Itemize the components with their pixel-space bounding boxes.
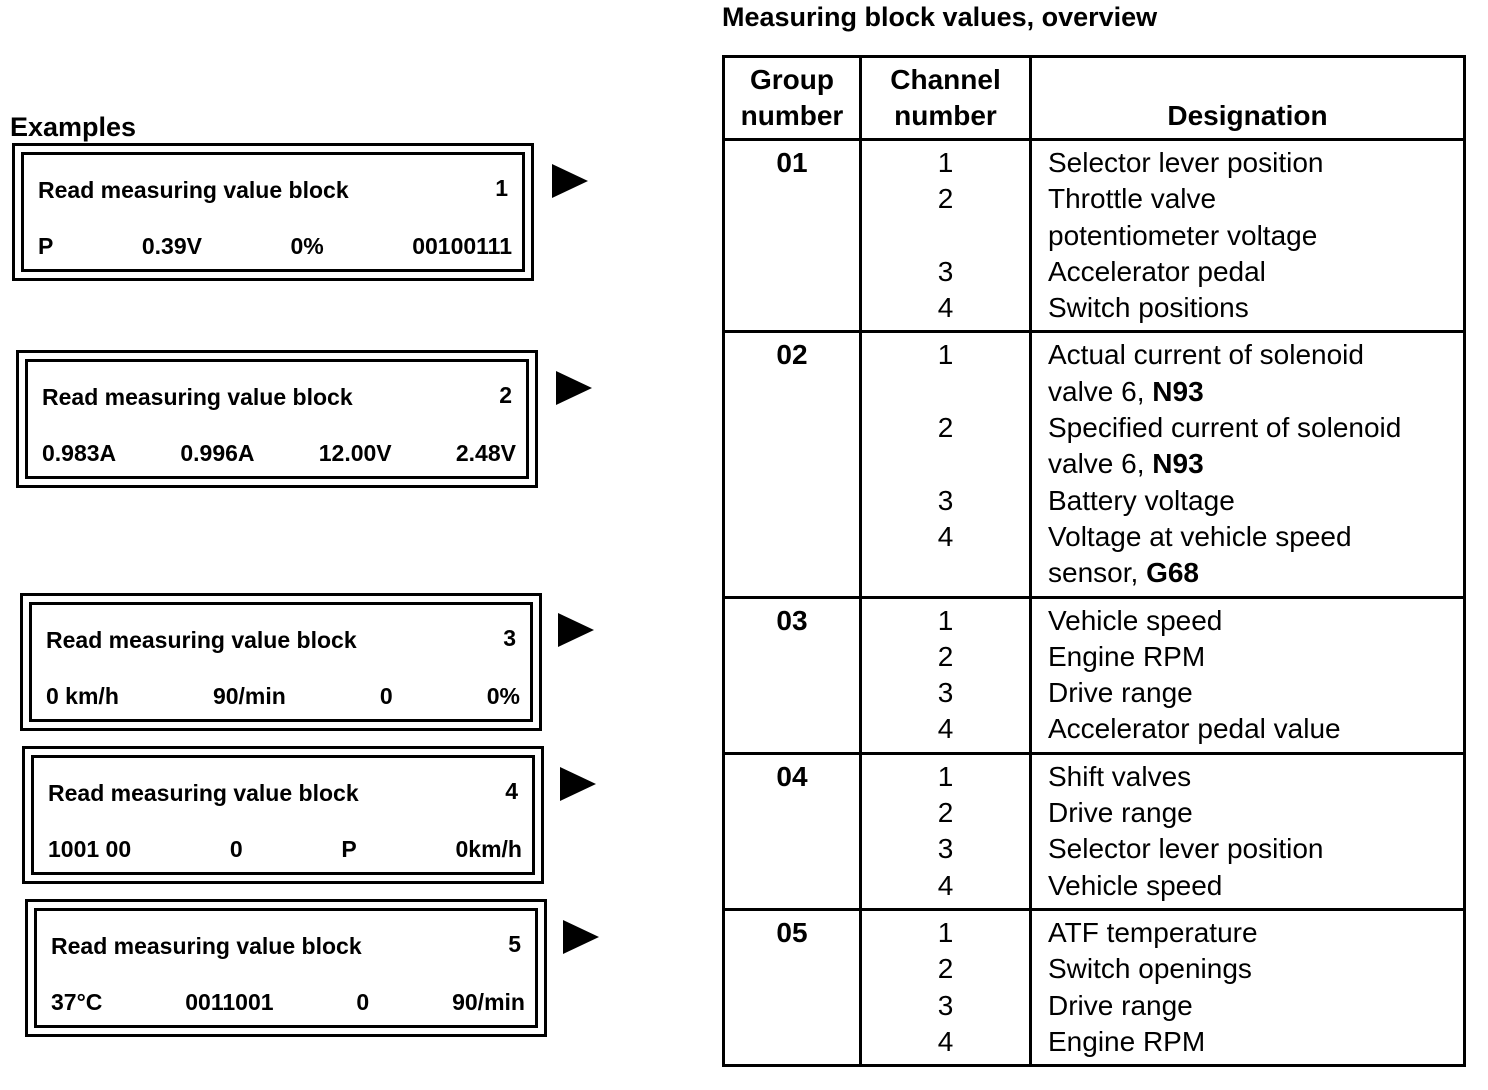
header-group-number bbox=[724, 57, 861, 140]
designation-line: Selector lever position bbox=[1048, 833, 1324, 865]
value-block-inner bbox=[34, 908, 538, 1028]
channel-number: 1 bbox=[937, 339, 954, 371]
block-number: 4 bbox=[505, 778, 518, 804]
designation-text: valve 6, bbox=[1048, 375, 1153, 407]
designation-line: Specified current of solenoid bbox=[1048, 412, 1402, 444]
block-value: P bbox=[341, 836, 357, 862]
header-channel-number bbox=[861, 57, 1031, 140]
table-header-row bbox=[724, 57, 1465, 140]
channel-number: 2 bbox=[937, 797, 954, 829]
value-block-5 bbox=[25, 899, 547, 1037]
block-value: 2.48V bbox=[455, 440, 516, 466]
block-values bbox=[46, 683, 520, 710]
value-block-3 bbox=[20, 593, 542, 731]
header-designation bbox=[1031, 57, 1465, 140]
channel-number: 1 bbox=[937, 147, 954, 178]
channel-number: 2 bbox=[937, 640, 954, 672]
table-title: Measuring block values, overview bbox=[722, 2, 1158, 32]
channel-spacer bbox=[870, 446, 1021, 482]
value-block-4 bbox=[22, 746, 544, 884]
designation-line: Actual current of solenoid bbox=[1048, 339, 1364, 371]
designation-line: Accelerator pedal value bbox=[1048, 713, 1341, 745]
header-line: Channel bbox=[890, 64, 1001, 95]
designation-line: Battery voltage bbox=[1048, 484, 1235, 516]
header-line: Designation bbox=[1167, 100, 1328, 131]
examples-label: Examples bbox=[10, 112, 137, 142]
header-line: number bbox=[740, 100, 844, 131]
group-number: 04 bbox=[724, 753, 861, 909]
table-row bbox=[724, 597, 1465, 753]
channel-spacer bbox=[870, 374, 1021, 410]
designations bbox=[1031, 332, 1465, 597]
block-value: 37°C bbox=[51, 989, 103, 1015]
channel-number: 4 bbox=[937, 520, 954, 552]
channel-number: 1 bbox=[937, 604, 954, 636]
designation-line: Voltage at vehicle speed bbox=[1048, 520, 1352, 552]
block-title: Read measuring value block bbox=[42, 384, 353, 410]
header-line: number bbox=[894, 100, 997, 131]
value-block-inner bbox=[25, 359, 529, 479]
block-value: 1001 00 bbox=[48, 836, 132, 862]
component-code: G68 bbox=[1146, 557, 1199, 589]
arrow-right-icon bbox=[560, 767, 596, 801]
channel-numbers bbox=[861, 140, 1031, 332]
channel-number: 3 bbox=[937, 677, 954, 709]
designation-line: Vehicle speed bbox=[1048, 604, 1223, 636]
block-value: 90/min bbox=[452, 989, 525, 1015]
designation-line: Engine RPM bbox=[1048, 1025, 1206, 1057]
channel-number: 2 bbox=[937, 412, 954, 444]
block-number: 5 bbox=[508, 931, 521, 957]
channel-number: 2 bbox=[937, 953, 954, 985]
block-title: Read measuring value block bbox=[48, 780, 359, 806]
channel-spacer bbox=[870, 555, 1021, 591]
measuring-block-table bbox=[722, 55, 1466, 1067]
channel-number: 3 bbox=[937, 833, 954, 865]
block-value: 0km/h bbox=[455, 836, 522, 862]
block-values bbox=[42, 440, 516, 467]
designation-line: Throttle valve bbox=[1048, 183, 1217, 215]
designation-line: ATF temperature bbox=[1048, 916, 1258, 948]
designation-line bbox=[1048, 555, 1455, 591]
channel-number: 4 bbox=[937, 713, 954, 745]
value-block-1 bbox=[12, 143, 534, 281]
table-row bbox=[724, 332, 1465, 597]
block-value: 90/min bbox=[212, 683, 286, 709]
value-block-inner bbox=[29, 602, 533, 722]
block-number: 3 bbox=[503, 625, 516, 651]
designation-text: valve 6, bbox=[1048, 448, 1153, 480]
block-title: Read measuring value block bbox=[51, 933, 362, 959]
channel-number: 3 bbox=[937, 255, 954, 287]
designations bbox=[1031, 753, 1465, 909]
component-code: N93 bbox=[1152, 448, 1204, 480]
block-value: 0% bbox=[290, 233, 324, 259]
designation-line bbox=[1048, 374, 1455, 410]
group-number: 01 bbox=[724, 140, 861, 332]
designations bbox=[1031, 140, 1465, 332]
designation-line: Drive range bbox=[1048, 677, 1193, 709]
block-value: P bbox=[38, 233, 54, 259]
group-number: 03 bbox=[724, 597, 861, 753]
arrow-right-icon bbox=[552, 164, 588, 198]
block-value: 12.00V bbox=[318, 440, 392, 466]
designation-line bbox=[1048, 446, 1455, 482]
channel-spacer bbox=[870, 218, 1021, 254]
designation-line: potentiometer voltage bbox=[1048, 219, 1318, 251]
designations bbox=[1031, 597, 1465, 753]
designation-line: Selector lever position bbox=[1048, 147, 1324, 178]
header-line: Group bbox=[750, 64, 834, 95]
group-number: 02 bbox=[724, 332, 861, 597]
designation-line: Accelerator pedal bbox=[1048, 255, 1266, 287]
designations bbox=[1031, 909, 1465, 1065]
designation-line: Vehicle speed bbox=[1048, 869, 1223, 901]
channel-number: 3 bbox=[937, 989, 954, 1021]
block-number: 2 bbox=[499, 382, 512, 408]
channel-numbers bbox=[861, 597, 1031, 753]
channel-number: 1 bbox=[937, 760, 954, 792]
channel-number: 4 bbox=[937, 292, 954, 324]
block-values bbox=[48, 836, 522, 863]
designation-text: sensor, bbox=[1048, 557, 1147, 589]
channel-numbers bbox=[861, 909, 1031, 1065]
block-title: Read measuring value block bbox=[46, 627, 357, 653]
table-row bbox=[724, 909, 1465, 1065]
channel-number: 2 bbox=[937, 183, 954, 215]
designation-line: Switch positions bbox=[1048, 292, 1249, 324]
value-block-inner bbox=[21, 152, 525, 272]
channel-numbers bbox=[861, 332, 1031, 597]
block-value: 0.39V bbox=[141, 233, 202, 259]
channel-number: 4 bbox=[937, 869, 954, 901]
block-title: Read measuring value block bbox=[38, 177, 349, 203]
block-value: 0 km/h bbox=[46, 683, 119, 709]
block-value: 0 bbox=[379, 683, 393, 709]
value-block-2 bbox=[16, 350, 538, 488]
table-row bbox=[724, 753, 1465, 909]
block-value: 0.996A bbox=[180, 440, 255, 466]
designation-line: Drive range bbox=[1048, 797, 1193, 829]
designation-line: Drive range bbox=[1048, 989, 1193, 1021]
arrow-right-icon bbox=[558, 613, 594, 647]
block-value: 00100111 bbox=[412, 233, 512, 259]
arrow-right-icon bbox=[563, 920, 599, 954]
block-value: 0 bbox=[229, 836, 243, 862]
channel-number: 1 bbox=[937, 916, 954, 948]
designation-line: Shift valves bbox=[1048, 760, 1192, 792]
designation-line: Switch openings bbox=[1048, 953, 1252, 985]
channel-numbers bbox=[861, 753, 1031, 909]
table-row bbox=[724, 140, 1465, 332]
block-value: 0 bbox=[356, 989, 370, 1015]
block-value: 0.983A bbox=[42, 440, 117, 466]
block-value: 0% bbox=[486, 683, 520, 709]
component-code: N93 bbox=[1152, 375, 1204, 407]
group-number: 05 bbox=[724, 909, 861, 1065]
arrow-right-icon bbox=[556, 371, 592, 405]
block-values bbox=[38, 233, 512, 260]
channel-number: 3 bbox=[937, 484, 954, 516]
block-value: 0011001 bbox=[185, 989, 274, 1015]
block-values bbox=[51, 989, 525, 1016]
value-block-inner bbox=[31, 755, 535, 875]
channel-number: 4 bbox=[937, 1025, 954, 1057]
block-number: 1 bbox=[495, 175, 508, 201]
designation-line: Engine RPM bbox=[1048, 640, 1206, 672]
